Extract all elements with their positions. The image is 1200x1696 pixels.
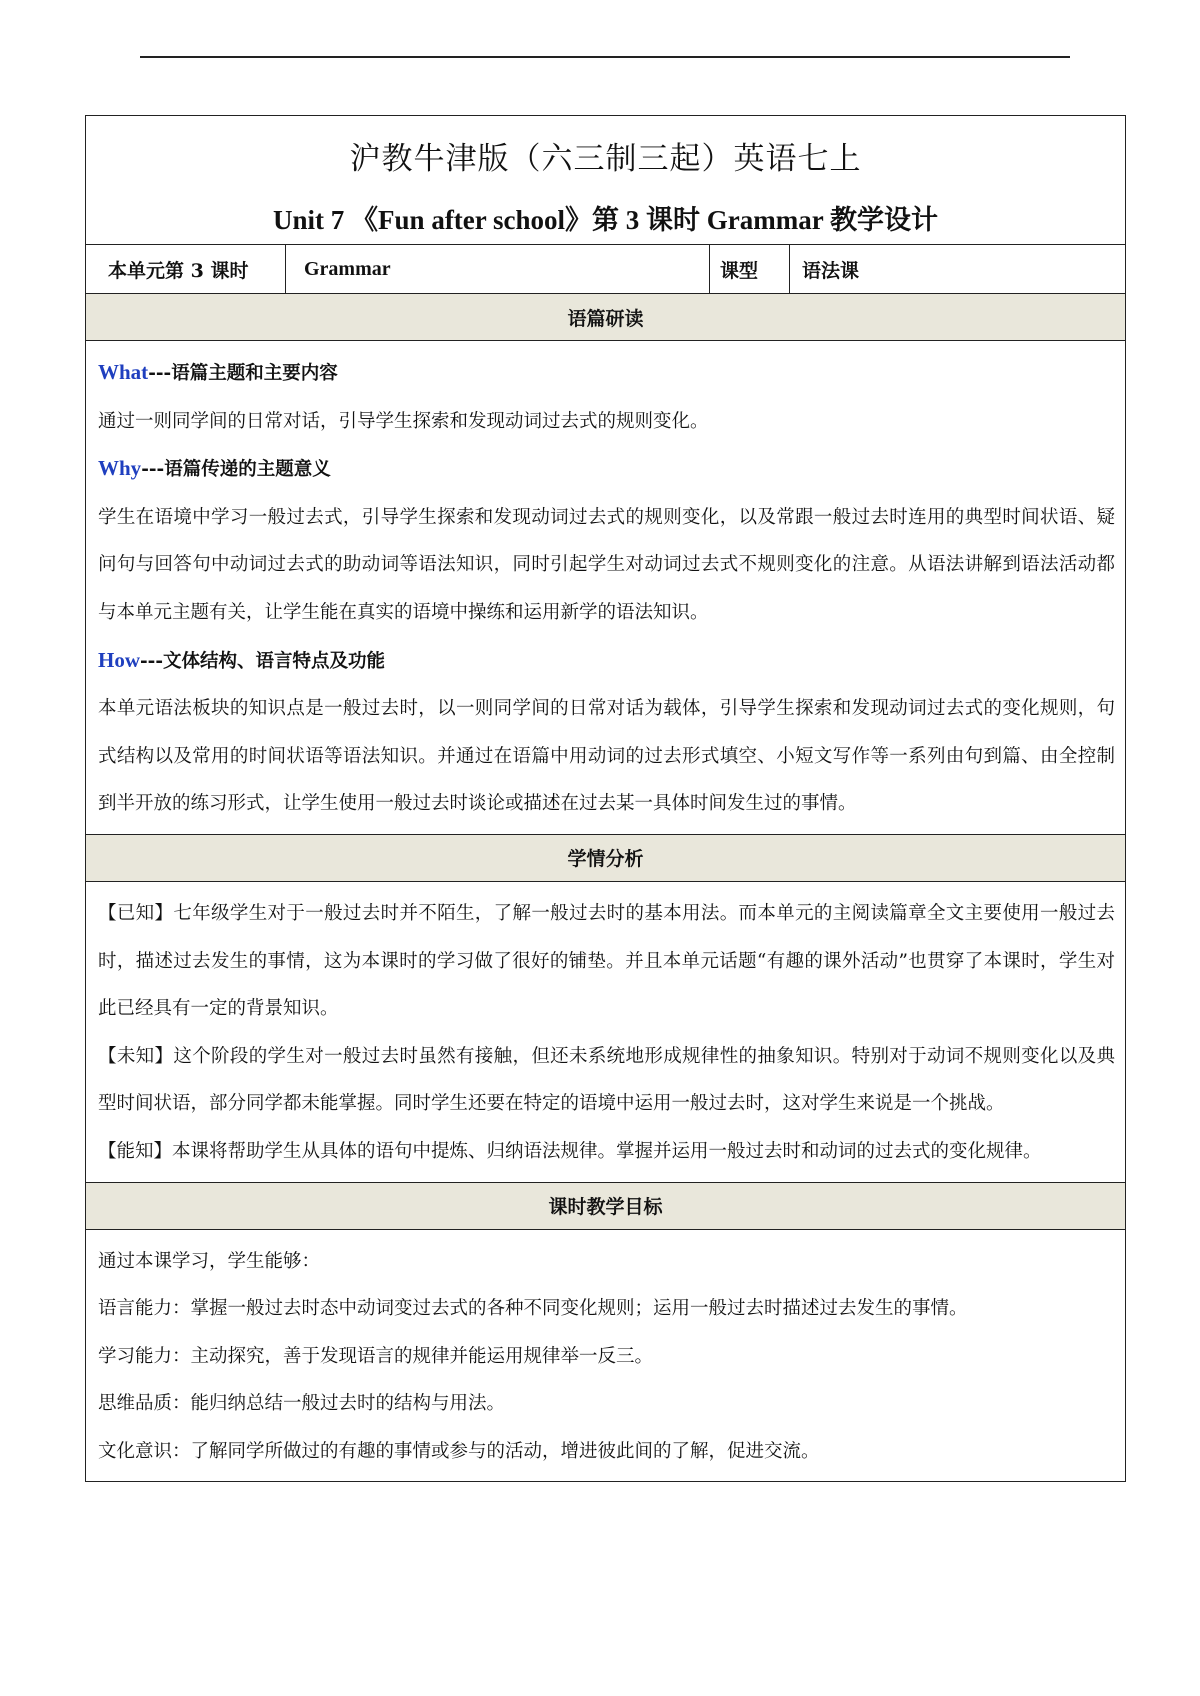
how-keyword: How: [98, 647, 140, 672]
how-title: ---文体结构、语言特点及功能: [140, 650, 386, 672]
able-paragraph: 【能知】本课将帮助学生从具体的语句中提炼、归纳语法规律。掌握并运用一般过去时和动词的过去式的变化规律。: [98, 1140, 1042, 1162]
type-label: 课型: [710, 245, 790, 294]
section-header-learner-analysis: 学情分析: [86, 834, 1126, 881]
learner-analysis-content: [86, 881, 1126, 1182]
why-keyword: Why: [98, 456, 142, 481]
unknown-paragraph: 【未知】这个阶段的学生对一般过去时虽然有接触，但还未系统地形成规律性的抽象知识。特别对于动词不规则变化以及典型时间状语，部分同学都未能掌握。同时学生还要在特定的语境中运用一般过去时，这对学生来说是一个挑战。: [98, 1045, 1116, 1115]
what-keyword: What: [98, 360, 149, 384]
what-heading: [98, 349, 1115, 398]
lesson-plan-table: [85, 115, 1126, 1482]
text-study-content: [86, 341, 1126, 835]
known-paragraph: 【已知】七年级学生对于一般过去时并不陌生，了解一般过去时的基本用法。而本单元的主阅读篇章全文主要使用一般过去时，描述过去发生的事情，这为本课时的学习做了很好的铺垫。并且本单元话题“有趣的课外活动”也贯穿了本课时，学生对此已经具有一定的背景知识。: [98, 902, 1116, 1020]
objectives-intro: 通过本课学习，学生能够：: [98, 1250, 321, 1272]
top-rule: [140, 56, 1070, 58]
objective-item: 学习能力：主动探究，善于发现语言的规律并能运用规律举一反三。: [98, 1345, 654, 1367]
lesson-value: Grammar: [286, 245, 710, 294]
section-header-objectives: 课时教学目标: [86, 1182, 1126, 1229]
title-cell: [86, 116, 1126, 245]
lesson-label: 本单元第 3 课时: [86, 245, 286, 294]
what-title: ---语篇主题和主要内容: [148, 363, 338, 384]
objectives-content: [86, 1229, 1126, 1482]
what-body: 通过一则同学间的日常对话，引导学生探索和发现动词过去式的规则变化。: [98, 410, 709, 432]
objective-item: 思维品质：能归纳总结一般过去时的结构与用法。: [98, 1393, 506, 1415]
document-subtitle: Unit 7 《Fun after school》第 3 课时 Grammar 教学设计: [273, 205, 938, 235]
why-title: ---语篇传递的主题意义: [141, 459, 331, 481]
objective-item: 文化意识：了解同学所做过的有趣的事情或参与的活动，增进彼此间的了解，促进交流。: [98, 1440, 820, 1462]
why-body: 学生在语境中学习一般过去式，引导学生探索和发现动词过去式的规则变化，以及常跟一般过去时连用的典型时间状语、疑问句与回答句中动词过去式的助动词等语法知识，同时引起学生对动词过去式不规则变化的注意。从语法讲解到语法活动都与本单元主题有关，让学生能在真实的语境中操练和运用新学的语法知识。: [98, 506, 1116, 623]
info-row: [86, 245, 1126, 294]
how-body: 本单元语法板块的知识点是一般过去时，以一则同学间的日常对话为载体，引导学生探索和发现动词过去式的变化规则，句式结构以及常用的时间状语等语法知识。并通过在语篇中用动词的过去形式填空、小短文写作等一系列由句到篇、由全控制到半开放的练习形式，让学生使用一般过去时谈论或描述在过去某一具体时间发生过的事情。: [98, 698, 1116, 815]
section-header-text-study: 语篇研读: [86, 294, 1126, 341]
document-title: 沪教牛津版（六三制三起）英语七上: [349, 141, 862, 177]
objective-item: 语言能力：掌握一般过去时态中动词变过去式的各种不同变化规则；运用一般过去时描述过去发生的事情。: [98, 1298, 968, 1320]
type-value: 语法课: [790, 245, 1126, 294]
how-heading: [98, 637, 1115, 686]
why-heading: [98, 445, 1115, 494]
